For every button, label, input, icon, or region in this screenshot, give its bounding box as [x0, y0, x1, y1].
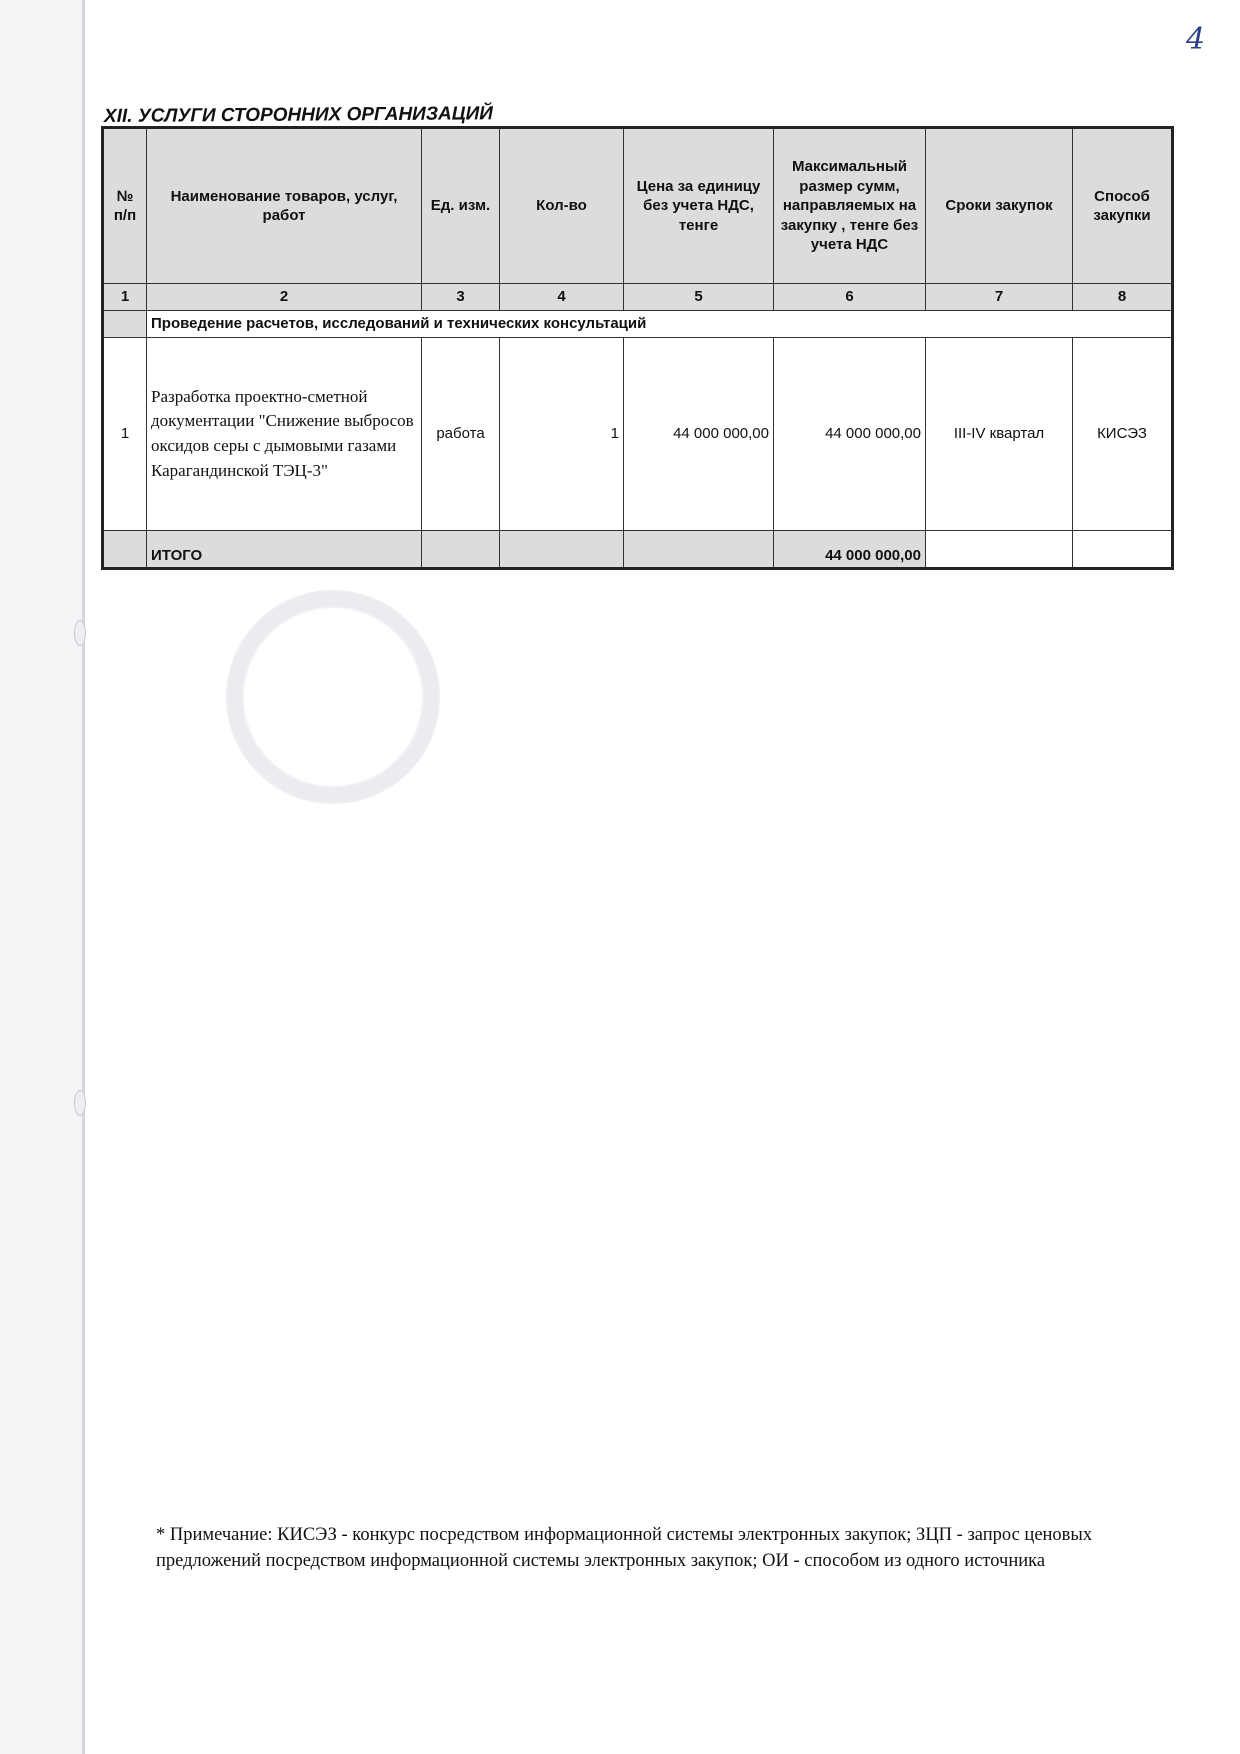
header-unit: Ед. изм.: [422, 128, 500, 284]
header-qty: Кол-во: [500, 128, 624, 284]
total-spacer: [103, 531, 147, 569]
column-number: 3: [422, 284, 500, 311]
total-empty: [624, 531, 774, 569]
total-empty: [1073, 531, 1173, 569]
total-empty: [926, 531, 1073, 569]
row-price: 44 000 000,00: [624, 338, 774, 531]
total-label: ИТОГО: [147, 531, 422, 569]
total-empty: [422, 531, 500, 569]
category-spacer: [103, 311, 147, 338]
footnote: * Примечание: КИСЭЗ - конкурс посредством информационной системы электронных закупок; ЗЦП - запрос ценовых предложений посредством информационной системы электронных закупок; ОИ - способом из одного источника: [156, 1525, 1093, 1571]
total-sum: 44 000 000,00: [774, 531, 926, 569]
column-number: 6: [774, 284, 926, 311]
header-period: Сроки закупок: [926, 128, 1073, 284]
column-number-row: [103, 284, 1173, 311]
row-qty: 1: [500, 338, 624, 531]
category-label: Проведение расчетов, исследований и технических консультаций: [147, 311, 1173, 338]
row-method: КИСЭЗ: [1073, 338, 1173, 531]
row-max-sum: 44 000 000,00: [774, 338, 926, 531]
row-name: Разработка проектно-сметной документации "Снижение выбросов оксидов серы с дымовыми газами Карагандинской ТЭЦ-3": [147, 338, 422, 531]
column-number: 2: [147, 284, 422, 311]
column-number: 4: [500, 284, 624, 311]
header-row: [103, 128, 1173, 284]
row-period: III-IV квартал: [926, 338, 1073, 531]
purchases-table: [101, 126, 1174, 570]
header-name: Наименование товаров, услуг, работ: [147, 128, 422, 284]
row-num: 1: [103, 338, 147, 531]
handwritten-page-mark: 4: [1186, 22, 1206, 57]
binder-hole: [74, 620, 86, 646]
category-row: [103, 311, 1173, 338]
total-empty: [500, 531, 624, 569]
total-row: [103, 531, 1173, 569]
column-number: 7: [926, 284, 1073, 311]
column-number: 1: [103, 284, 147, 311]
header-max-sum: Максимальный размер сумм, направляемых на закупку , тенге без учета НДС: [774, 128, 926, 284]
row-unit: работа: [422, 338, 500, 531]
column-number: 5: [624, 284, 774, 311]
header-method: Способ закупки: [1073, 128, 1173, 284]
section-title: XII. УСЛУГИ СТОРОННИХ ОРГАНИЗАЦИЙ: [103, 103, 493, 127]
faint-stamp-impression: [226, 590, 440, 804]
column-number: 8: [1073, 284, 1173, 311]
header-price: Цена за единицу без учета НДС, тенге: [624, 128, 774, 284]
table-row: [103, 338, 1173, 531]
binder-hole: [74, 1090, 86, 1116]
header-num: № п/п: [103, 128, 147, 284]
